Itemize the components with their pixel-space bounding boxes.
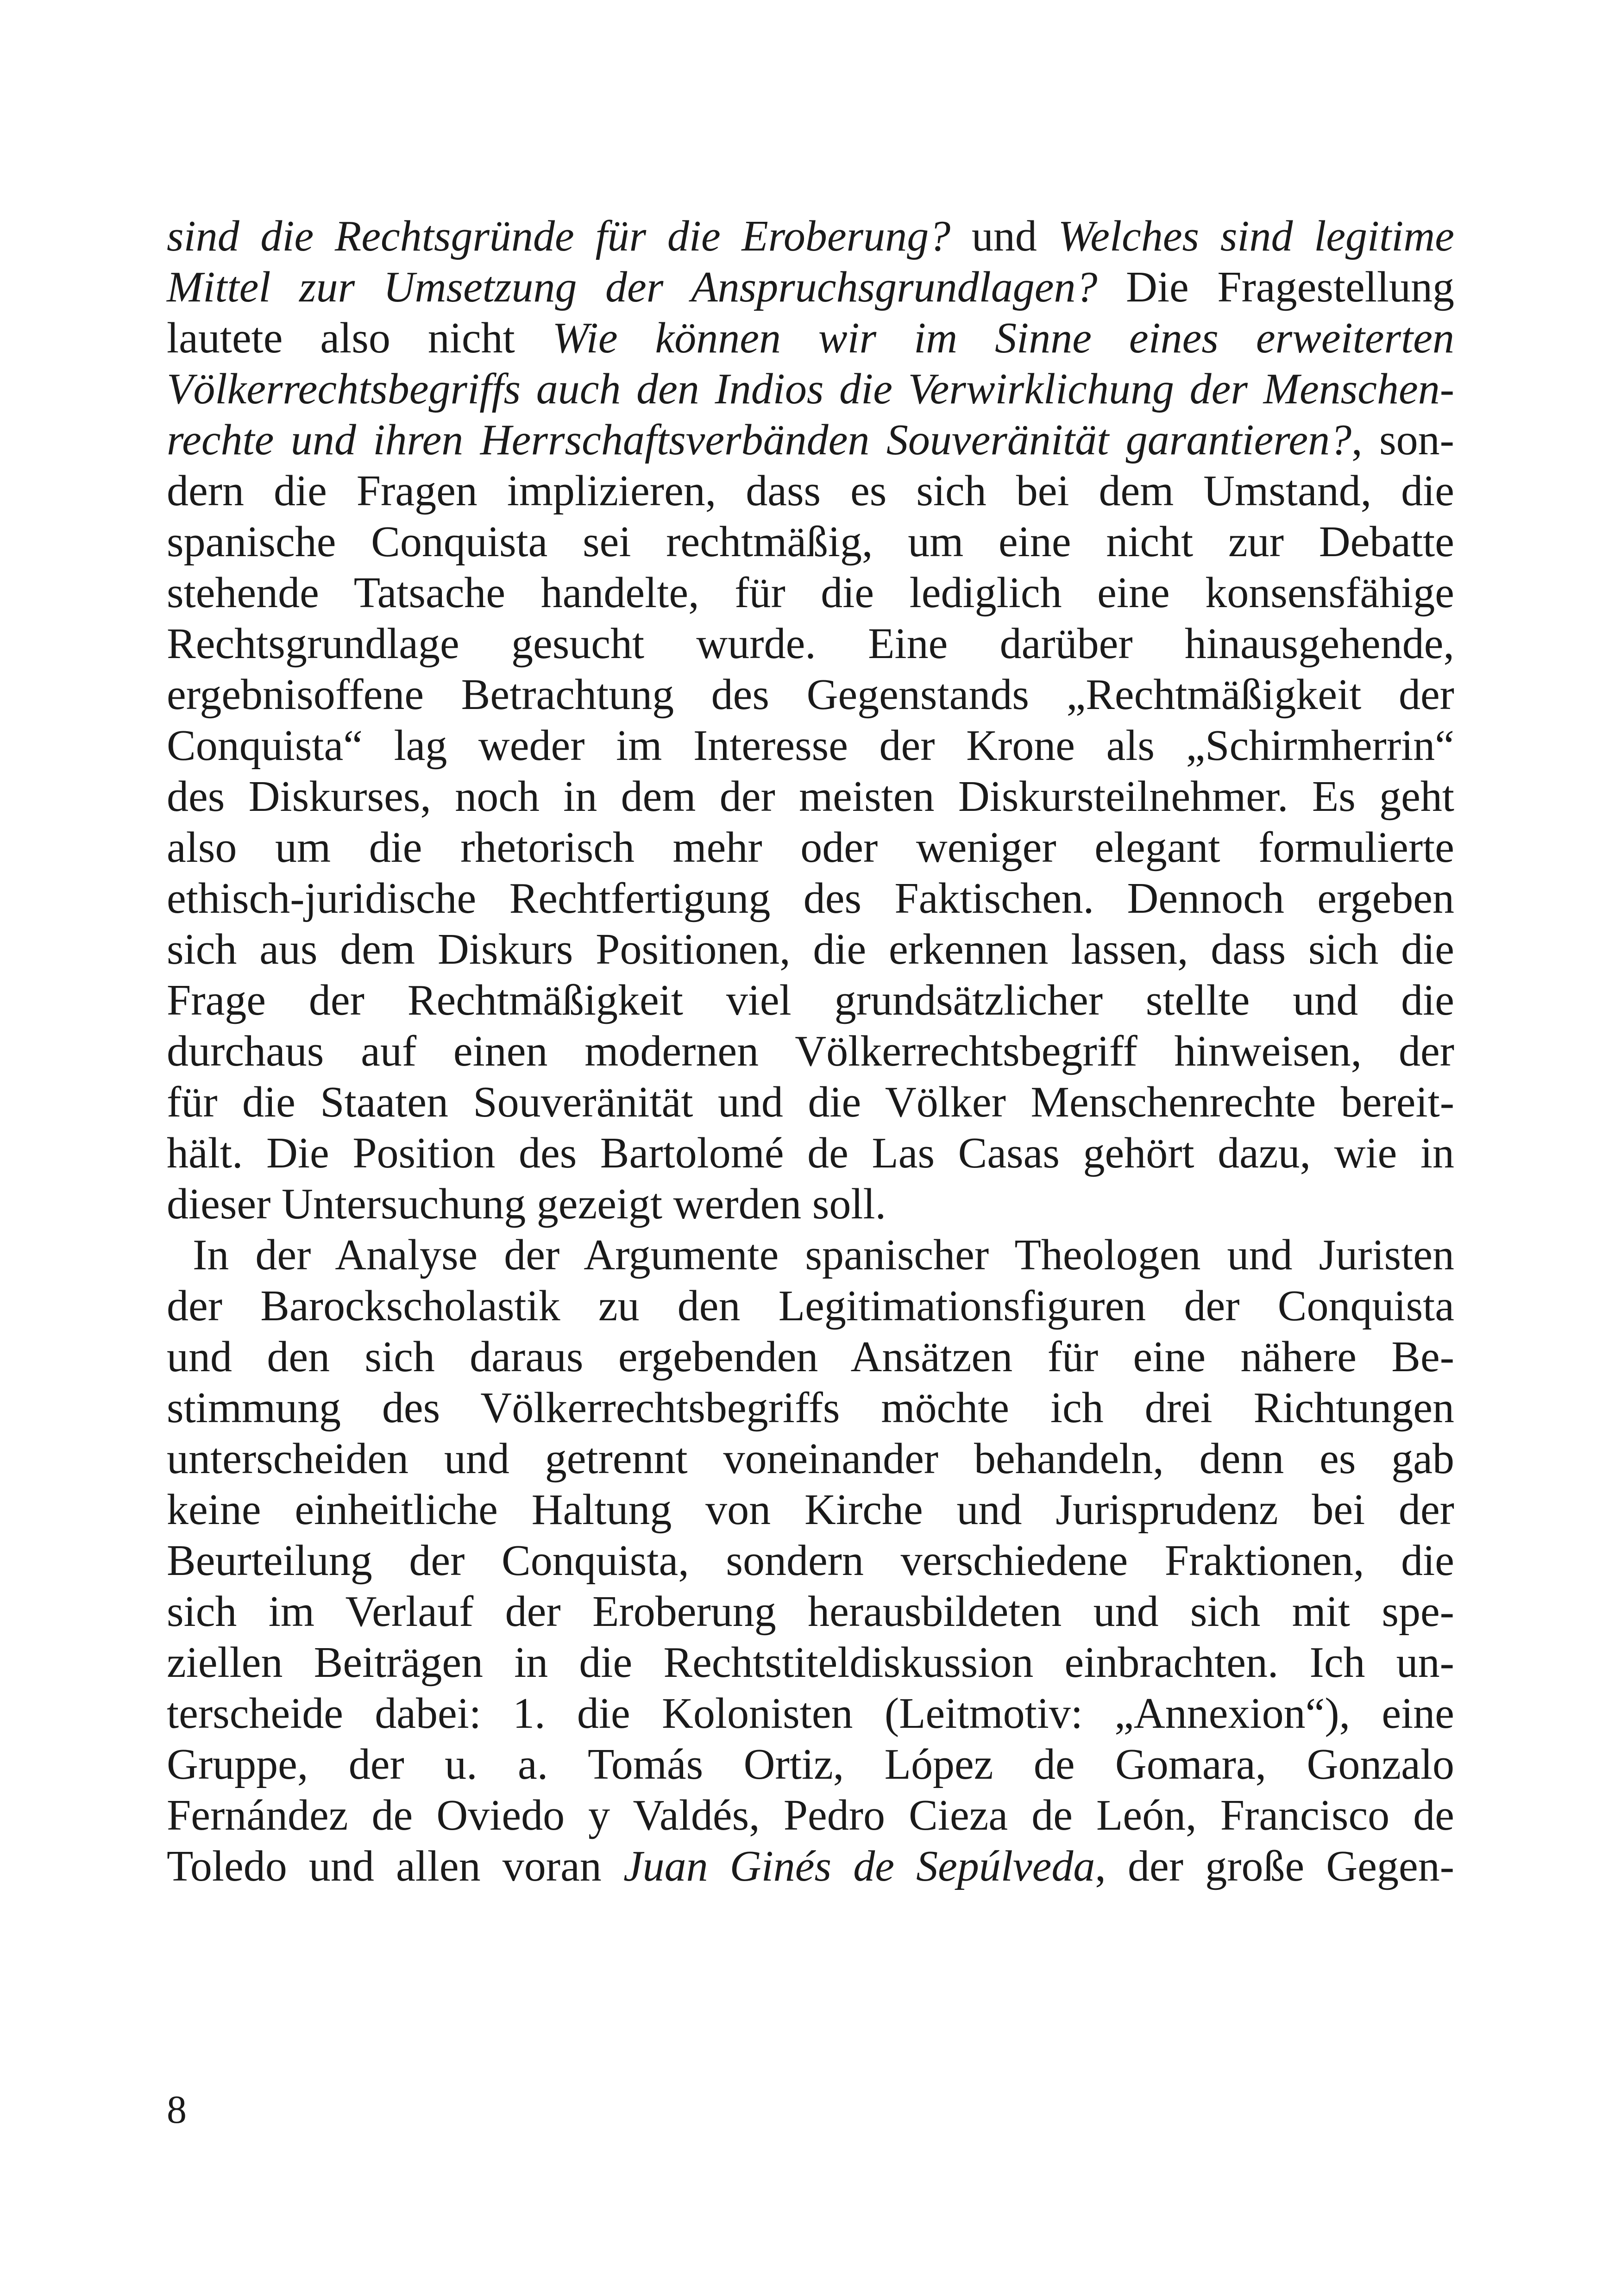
text-segment: lautete also nicht	[167, 314, 553, 362]
text-line	[167, 414, 1454, 465]
text-segment: unterscheiden und getrennt voneinander behandeln, denn es gab	[167, 1435, 1454, 1483]
text-line	[167, 975, 1454, 1026]
text-segment: spanische Conquista sei rechtmäßig, um eine nicht zur Debatte	[167, 518, 1454, 566]
text-line	[167, 1382, 1454, 1433]
text-segment: , der große Gegen-	[1095, 1842, 1454, 1890]
text-line	[167, 1230, 1454, 1280]
text-segment: ergebnisoffene Betrachtung des Gegenstands „Rechtmäßigkeit der	[167, 671, 1454, 719]
text-line	[167, 873, 1454, 924]
text-segment: hält. Die Position des Bartolomé de Las Casas gehört dazu, wie in	[167, 1129, 1454, 1177]
text-segment: stehende Tatsache handelte, für die lediglich eine konsensfähige	[167, 569, 1454, 617]
text-segment: und den sich daraus ergebenden Ansätzen für eine nähere Be-	[167, 1333, 1454, 1381]
text-line	[167, 313, 1454, 364]
text-line	[167, 618, 1454, 669]
page-number: 8	[167, 2087, 187, 2132]
text-segment: sich aus dem Diskurs Positionen, die erkennen lassen, dass sich die	[167, 925, 1454, 973]
text-line	[167, 1637, 1454, 1688]
text-segment: Fernández de Oviedo y Valdés, Pedro Cieza de León, Francisco de	[167, 1791, 1454, 1839]
text-segment: und	[950, 212, 1058, 260]
text-segment: dieser Untersuchung gezeigt werden soll.	[167, 1180, 886, 1228]
text-segment: Rechtsgrundlage gesucht wurde. Eine darüber hinausgehende,	[167, 620, 1454, 668]
text-segment: terscheide dabei: 1. die Kolonisten (Leitmotiv: „Annexion“), eine	[167, 1689, 1454, 1738]
text-line	[167, 211, 1454, 262]
text-segment: Die Fragestellung	[1097, 263, 1455, 311]
text-line	[167, 720, 1454, 771]
italic-text-segment: Mittel zur Umsetzung der Anspruchsgrundlagen?	[167, 263, 1098, 311]
text-line	[167, 669, 1454, 720]
text-line	[167, 1433, 1454, 1484]
text-segment: stimmung des Völkerrechtsbegriffs möchte ich drei Richtungen	[167, 1384, 1454, 1432]
text-line	[167, 1739, 1454, 1790]
text-line	[167, 924, 1454, 975]
text-segment: der Barockscholastik zu den Legitimationsfiguren der Conquista	[167, 1282, 1454, 1330]
italic-text-segment: rechte und ihren Herrschaftsverbänden Souveränität garantieren?	[167, 416, 1352, 464]
text-line	[167, 1128, 1454, 1179]
text-segment: dern die Fragen implizieren, dass es sich bei dem Umstand, die	[167, 467, 1454, 515]
italic-text-segment: Welches sind legitime	[1058, 212, 1455, 260]
text-line	[167, 1484, 1454, 1535]
text-segment: keine einheitliche Haltung von Kirche und Jurisprudenz bei der	[167, 1486, 1454, 1534]
text-segment: ziellen Beiträgen in die Rechtstiteldiskussion einbrachten. Ich un-	[167, 1638, 1454, 1687]
text-line	[167, 1586, 1454, 1637]
text-line	[167, 1790, 1454, 1841]
text-line	[167, 1026, 1454, 1077]
text-line	[167, 262, 1454, 313]
body-text	[167, 211, 1454, 1892]
text-line	[167, 1280, 1454, 1331]
text-segment: Frage der Rechtmäßigkeit viel grundsätzlicher stellte und die	[167, 976, 1454, 1024]
italic-text-segment: Juan Ginés de Sepúlveda	[623, 1842, 1095, 1890]
text-line	[167, 364, 1454, 414]
text-segment: des Diskurses, noch in dem der meisten Diskursteilnehmer. Es geht	[167, 772, 1454, 821]
text-segment: Conquista“ lag weder im Interesse der Krone als „Schirmherrin“	[167, 721, 1454, 770]
text-line	[167, 1688, 1454, 1739]
text-segment: Beurteilung der Conquista, sondern verschiedene Fraktionen, die	[167, 1537, 1454, 1585]
text-segment: also um die rhetorisch mehr oder weniger elegant formulierte	[167, 823, 1454, 872]
text-segment: Toledo und allen voran	[167, 1842, 623, 1890]
text-line	[167, 1841, 1454, 1892]
italic-text-segment: Völkerrechtsbegriffs auch den Indios die Verwirklichung der Menschen-	[167, 365, 1454, 413]
text-line	[167, 465, 1454, 516]
text-line	[167, 567, 1454, 618]
text-line	[167, 1077, 1454, 1128]
text-line	[167, 1179, 1454, 1230]
text-segment: für die Staaten Souveränität und die Völker Menschenrechte bereit-	[167, 1078, 1454, 1126]
text-segment: , son-	[1351, 416, 1454, 464]
text-line	[167, 822, 1454, 873]
text-line	[167, 771, 1454, 822]
text-segment: ethisch-juridische Rechtfertigung des Faktischen. Dennoch ergeben	[167, 874, 1454, 922]
italic-text-segment: Wie können wir im Sinne eines erweiterten	[552, 314, 1454, 362]
text-line	[167, 516, 1454, 567]
text-line	[167, 1331, 1454, 1382]
text-segment: Gruppe, der u. a. Tomás Ortiz, López de Gomara, Gonzalo	[167, 1740, 1454, 1788]
italic-text-segment: sind die Rechtsgründe für die Eroberung?	[167, 212, 951, 260]
text-segment: In der Analyse der Argumente spanischer Theologen und Juristen	[193, 1231, 1454, 1279]
text-segment: durchaus auf einen modernen Völkerrechtsbegriff hinweisen, der	[167, 1027, 1454, 1075]
text-line	[167, 1535, 1454, 1586]
text-segment: sich im Verlauf der Eroberung herausbildeten und sich mit spe-	[167, 1587, 1454, 1636]
